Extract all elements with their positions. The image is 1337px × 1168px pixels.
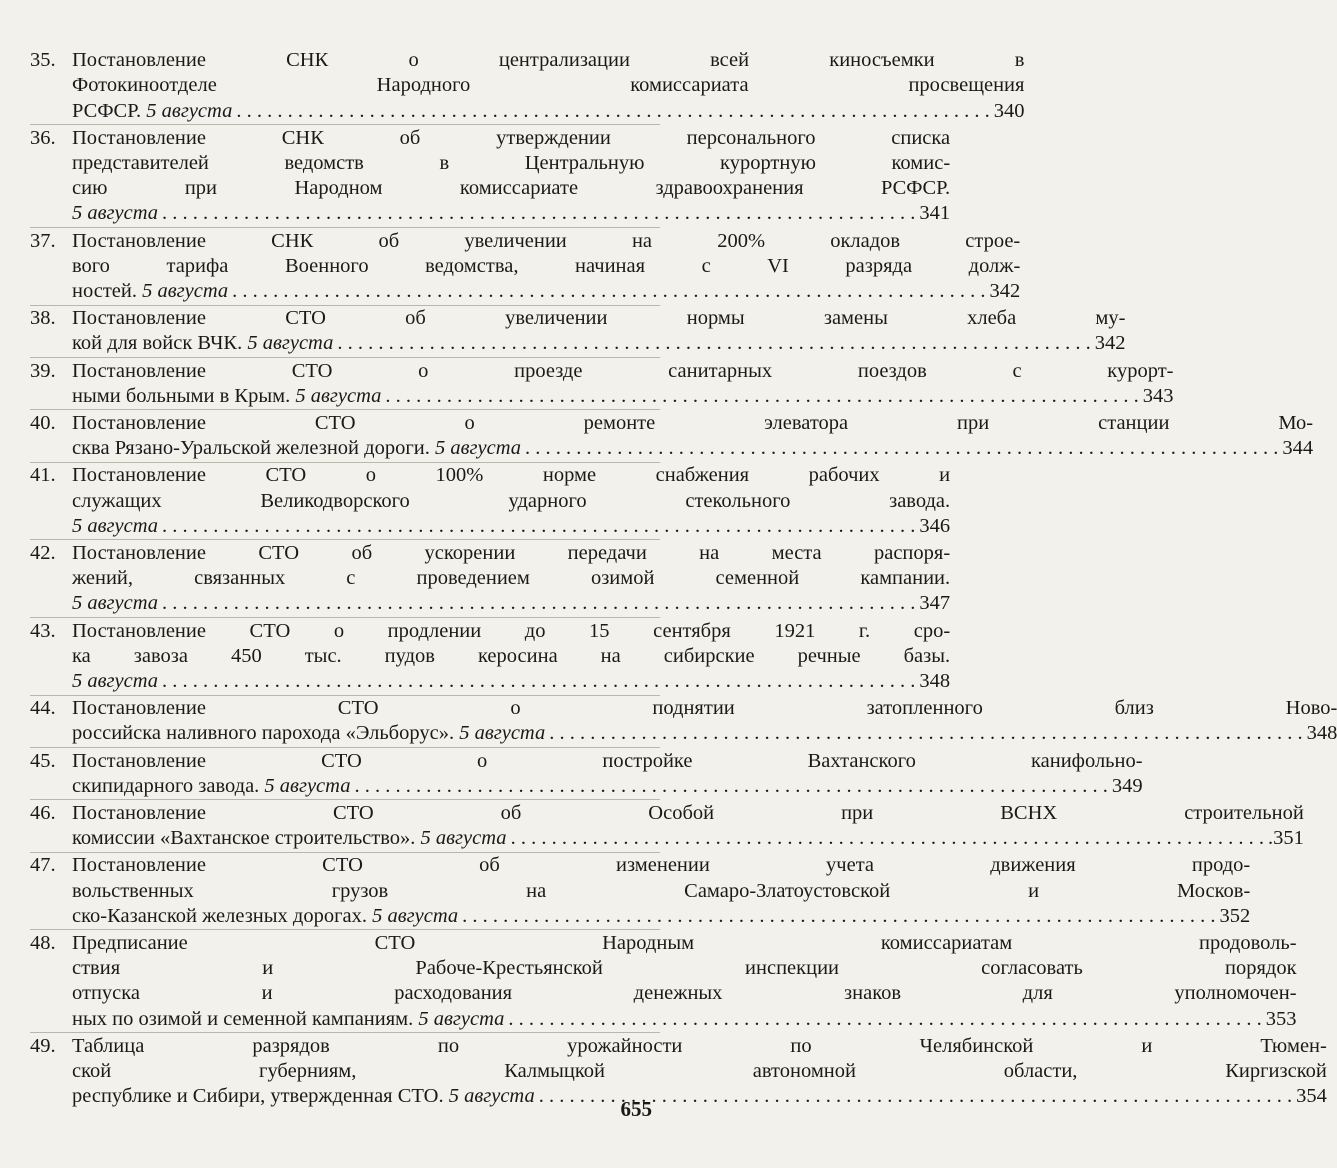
- entry-last-text: кой для войск ВЧК.: [72, 332, 248, 355]
- entry-number: 45.: [30, 749, 56, 772]
- entry-date: 5 августа: [72, 669, 159, 692]
- toc-entry: [30, 463, 951, 540]
- entry-text: [72, 359, 1174, 409]
- entry-last-text: РСФСР.: [72, 99, 147, 122]
- entry-line: сию при Народном комиссариате здравоохранения РСФСР.: [72, 177, 951, 200]
- dot-leader: [232, 279, 985, 304]
- entry-last-text: комиссии «Вахтанское строительство».: [72, 827, 421, 850]
- entry-line: Фотокиноотделе Народного комиссариата просвещения: [72, 74, 1025, 97]
- toc-entry: [30, 748, 1143, 800]
- entry-line: Постановление СТО об Особой при ВСНХ строительной: [72, 801, 1304, 824]
- entry-page-ref: 349: [1111, 774, 1143, 797]
- dot-leader: [549, 721, 1302, 746]
- entry-line: Предписание СТО Народным комиссариатам продоволь-: [72, 931, 1297, 954]
- dot-leader: [162, 591, 915, 616]
- entry-number: 35.: [30, 49, 56, 72]
- entry-last-line: [72, 436, 1313, 461]
- entry-last-line: [72, 591, 950, 616]
- entry-page-ref: 343: [1142, 384, 1174, 407]
- entry-number: 43.: [30, 619, 56, 642]
- dot-leader: [462, 904, 1215, 929]
- entry-last-line: [72, 774, 1143, 799]
- entry-last-text: ностей.: [72, 279, 143, 302]
- toc-entry: [30, 853, 1251, 930]
- entry-page-ref: 346: [919, 514, 951, 537]
- entry-last-line: [72, 826, 1304, 851]
- entry-number: 38.: [30, 307, 56, 330]
- entry-line: отпуска и расходования денежных знаков для уполномочен-: [72, 982, 1297, 1005]
- entry-page-ref: 352: [1219, 904, 1251, 927]
- entry-number: 37.: [30, 229, 56, 252]
- entry-text: [72, 126, 950, 227]
- entry-text: [72, 696, 1337, 746]
- entry-last-line: [72, 904, 1250, 929]
- entry-date: 5 августа: [372, 904, 459, 927]
- table-of-contents: [30, 48, 1337, 1110]
- entry-number: 47.: [30, 854, 56, 877]
- entry-page-ref: 342: [989, 279, 1021, 302]
- entry-last-line: [72, 331, 1125, 356]
- dot-leader: [511, 826, 1264, 851]
- toc-entry: [30, 1034, 1327, 1110]
- entry-last-text: ными больными в Крым.: [72, 384, 296, 407]
- entry-date: 5 августа: [459, 722, 546, 745]
- entry-number: 44.: [30, 697, 56, 720]
- dot-leader: [385, 384, 1138, 409]
- entry-page-ref: .351: [1267, 827, 1304, 850]
- dot-leader: [162, 201, 915, 226]
- entry-line: вого тарифа Военного ведомства, начиная с VI разряда долж-: [72, 254, 1021, 277]
- entry-line: Постановление СТО об изменении учета движения продо-: [72, 854, 1251, 877]
- entry-line: жений, связанных с проведением озимой семенной кампании.: [72, 567, 951, 590]
- entry-page-ref: 341: [919, 202, 951, 225]
- entry-line: ствия и Рабоче-Крестьянской инспекции согласовать порядок: [72, 957, 1297, 980]
- entry-last-line: [72, 279, 1020, 304]
- dot-leader: [162, 514, 915, 539]
- entry-text: [72, 801, 1304, 851]
- entry-date: 5 августа: [264, 774, 351, 797]
- entry-page-ref: 353: [1265, 1007, 1297, 1030]
- entry-page-ref: 348: [919, 669, 951, 692]
- entry-page-ref: 340: [993, 99, 1025, 122]
- entry-line: Постановление СТО о 100% норме снабжения рабочих и: [72, 464, 951, 487]
- entry-number: 41.: [30, 464, 56, 487]
- entry-last-text: ско-Казанской железных дорогах.: [72, 904, 373, 927]
- toc-entry: [30, 618, 951, 695]
- entry-line: Постановление СТО об ускорении передачи на места распоря-: [72, 541, 951, 564]
- entry-text: [72, 48, 1024, 124]
- entry-text: [72, 749, 1143, 799]
- page-number: 655: [620, 1097, 652, 1121]
- toc-entry: [30, 696, 1337, 748]
- entry-date: 5 августа: [420, 827, 507, 850]
- entry-number: 46.: [30, 801, 56, 824]
- entry-last-line: [72, 99, 1024, 124]
- entry-page-ref: 347: [919, 592, 951, 615]
- entry-text: [72, 853, 1250, 929]
- entry-text: [72, 411, 1313, 461]
- entry-last-line: [72, 1007, 1297, 1032]
- entry-last-line: [72, 514, 950, 539]
- entry-date: 5 августа: [418, 1007, 505, 1030]
- entry-date: 5 августа: [295, 384, 382, 407]
- entry-line: Постановление СТО о поднятии затопленного близ Ново-: [72, 697, 1337, 720]
- entry-number: 48.: [30, 931, 56, 954]
- entry-number: 39.: [30, 359, 56, 382]
- entry-line: Постановление СТО о продлении до 15 сентября 1921 г. сро-: [72, 619, 951, 642]
- entry-text: [72, 229, 1020, 305]
- entry-line: Постановление СТО об увеличении нормы замены хлеба му-: [72, 307, 1126, 330]
- dot-leader: [354, 774, 1107, 799]
- entry-last-text: республике и Сибири, утвержденная СТО.: [72, 1085, 449, 1108]
- entry-date: 5 августа: [434, 437, 521, 460]
- dot-leader: [236, 99, 989, 124]
- entry-date: 5 августа: [448, 1085, 535, 1108]
- entry-last-line: [72, 201, 950, 226]
- entry-line: Таблица разрядов по урожайности по Челябинской и Тюмен-: [72, 1034, 1327, 1057]
- entry-text: [72, 1034, 1327, 1110]
- entry-date: 5 августа: [247, 332, 334, 355]
- entry-line: ка завоза 450 тыс. пудов керосина на сибирские речные базы.: [72, 644, 951, 667]
- entry-line: представителей ведомств в Центральную курортную комис-: [72, 151, 951, 174]
- entry-number: 36.: [30, 126, 56, 149]
- entry-line: Постановление СНК об утверждении персонального списка: [72, 126, 951, 149]
- entry-last-text: ных по озимой и семенной кампаниям.: [72, 1007, 419, 1030]
- entry-date: 5 августа: [72, 202, 159, 225]
- entry-line: Постановление СНК об увеличении на 200% окладов строе-: [72, 229, 1021, 252]
- entry-page-ref: 354: [1296, 1085, 1327, 1108]
- entry-line: Постановление СНК о централизации всей киносъемки в: [72, 49, 1025, 72]
- entry-page-ref: 344: [1282, 437, 1314, 460]
- dot-leader: [337, 331, 1090, 356]
- toc-entry: [30, 48, 1025, 125]
- toc-entry: [30, 358, 1174, 410]
- entry-last-line: [72, 721, 1337, 746]
- toc-entry: [30, 306, 1126, 358]
- entry-line: служащих Великодворского ударного стекольного завода.: [72, 489, 951, 512]
- entry-last-text: скипидарного завода.: [72, 774, 265, 797]
- entry-line: Постановление СТО о постройке Вахтанского канифольно-: [72, 749, 1143, 772]
- toc-entry: [30, 411, 1314, 463]
- entry-text: [72, 931, 1297, 1032]
- dot-leader: [162, 669, 915, 694]
- entry-line: Постановление СТО о ремонте элеватора при станции Мо-: [72, 411, 1314, 434]
- toc-entry: [30, 801, 1304, 853]
- entry-text: [72, 619, 950, 695]
- entry-page-ref: 348: [1306, 722, 1337, 745]
- entry-last-line: [72, 384, 1174, 409]
- toc-entry: [30, 931, 1297, 1034]
- entry-line: вольственных грузов на Самаро-Златоустовской и Москов-: [72, 879, 1251, 902]
- entry-text: [72, 541, 950, 617]
- entry-date: 5 августа: [142, 279, 229, 302]
- entry-date: 5 августа: [72, 592, 159, 615]
- entry-text: [72, 463, 950, 539]
- toc-entry: [30, 228, 1021, 305]
- toc-entry: [30, 126, 951, 229]
- entry-line: ской губерниям, Калмыцкой автономной области, Киргизской: [72, 1059, 1327, 1082]
- entry-page-ref: 342: [1094, 332, 1126, 355]
- entry-date: 5 августа: [146, 99, 233, 122]
- entry-last-text: российска наливного парохода «Эльборус».: [72, 722, 460, 745]
- dot-leader: [508, 1007, 1261, 1032]
- entry-number: 40.: [30, 411, 56, 434]
- entry-number: 42.: [30, 541, 56, 564]
- entry-last-text: сква Рязано-Уральской железной дороги.: [72, 437, 435, 460]
- entry-last-line: [72, 669, 950, 694]
- entry-date: 5 августа: [72, 514, 159, 537]
- toc-entry: [30, 541, 951, 618]
- dot-leader: [525, 436, 1278, 461]
- entry-line: Постановление СТО о проезде санитарных поездов с курорт-: [72, 359, 1174, 382]
- entry-last-line: [72, 1084, 1327, 1109]
- entry-text: [72, 306, 1125, 356]
- entry-number: 49.: [30, 1034, 56, 1057]
